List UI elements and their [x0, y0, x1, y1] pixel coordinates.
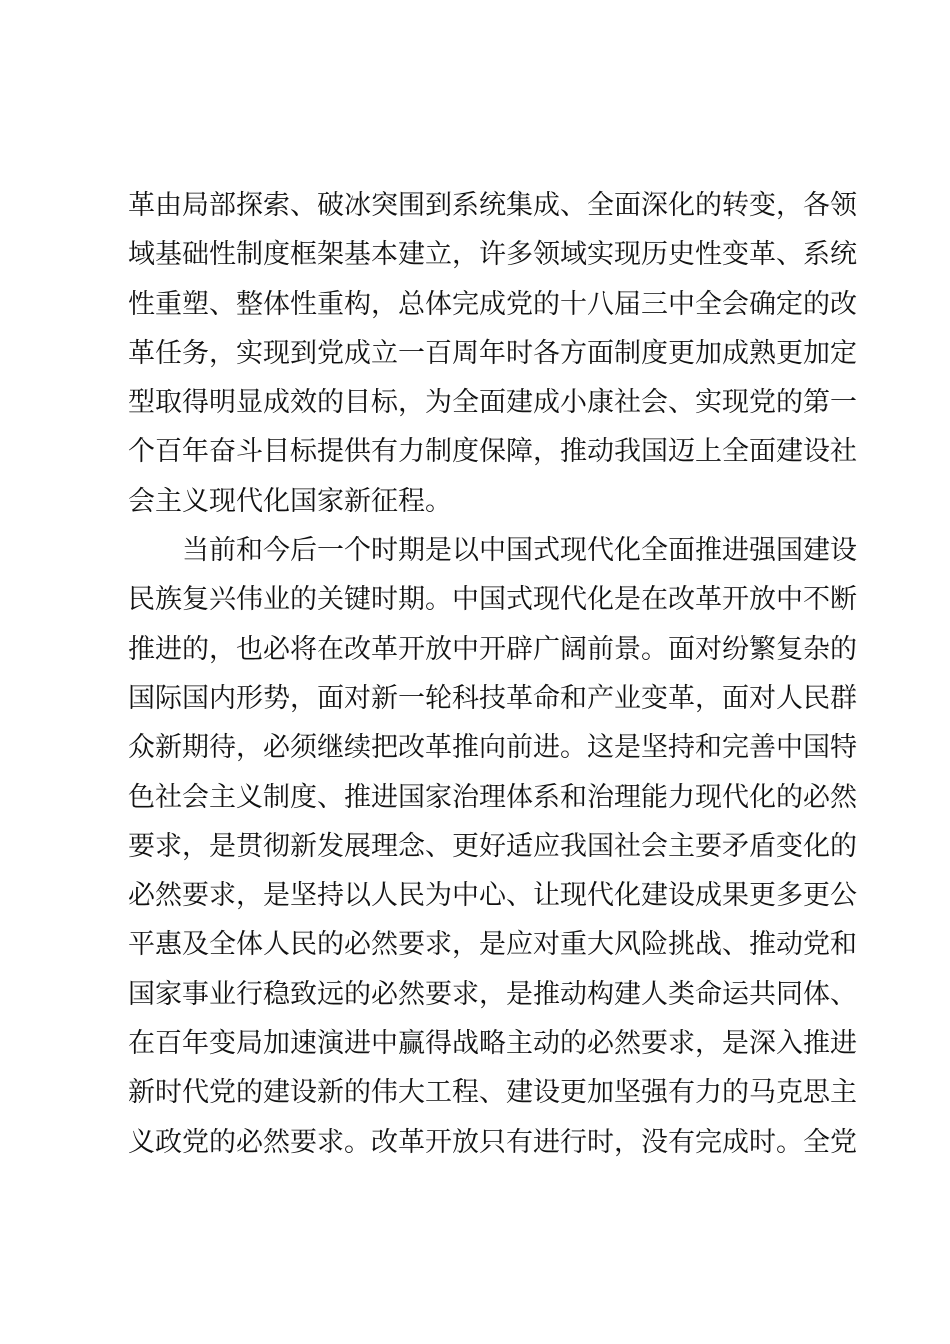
body-text	[128, 181, 857, 1167]
text-line: 性重塑、整体性重构，总体完成党的十八届三中全会确定的改	[128, 288, 857, 320]
text-line: 推进的，也必将在改革开放中开辟广阔前景。面对纷繁复杂的	[128, 633, 857, 665]
text-line: 当前和今后一个时期是以中国式现代化全面推进强国建设	[182, 535, 857, 567]
text-line: 民族复兴伟业的关键时期。中国式现代化是在改革开放中不断	[128, 584, 857, 616]
text-line: 必然要求，是坚持以人民为中心、让现代化建设成果更多更公	[128, 880, 857, 912]
text-line: 革任务，实现到党成立一百周年时各方面制度更加成熟更加定	[128, 337, 857, 369]
text-line: 新时代党的建设新的伟大工程、建设更加坚强有力的马克思主	[128, 1077, 857, 1109]
text-line: 众新期待，必须继续把改革推向前进。这是坚持和完善中国特	[128, 732, 857, 764]
text-line: 国家事业行稳致远的必然要求，是推动构建人类命运共同体、	[128, 978, 857, 1010]
text-line: 要求，是贯彻新发展理念、更好适应我国社会主要矛盾变化的	[128, 830, 857, 862]
text-line: 色社会主义制度、推进国家治理体系和治理能力现代化的必然	[128, 781, 857, 813]
text-line: 在百年变局加速演进中赢得战略主动的必然要求，是深入推进	[128, 1028, 857, 1060]
text-line: 义政党的必然要求。改革开放只有进行时，没有完成时。全党	[128, 1126, 857, 1158]
text-line: 域基础性制度框架基本建立，许多领域实现历史性变革、系统	[128, 239, 857, 271]
text-line: 平惠及全体人民的必然要求，是应对重大风险挑战、推动党和	[128, 929, 857, 961]
paragraph-2	[128, 526, 857, 1167]
text-line: 型取得明显成效的目标，为全面建成小康社会、实现党的第一	[128, 387, 857, 419]
text-line: 革由局部探索、破冰突围到系统集成、全面深化的转变，各领	[128, 190, 857, 221]
text-line: 个百年奋斗目标提供有力制度保障，推动我国迈上全面建设社	[128, 436, 857, 468]
paragraph-1	[128, 181, 857, 526]
text-line: 会主义现代化国家新征程。	[128, 485, 452, 517]
text-line: 国际国内形势，面对新一轮科技革命和产业变革，面对人民群	[128, 682, 857, 714]
